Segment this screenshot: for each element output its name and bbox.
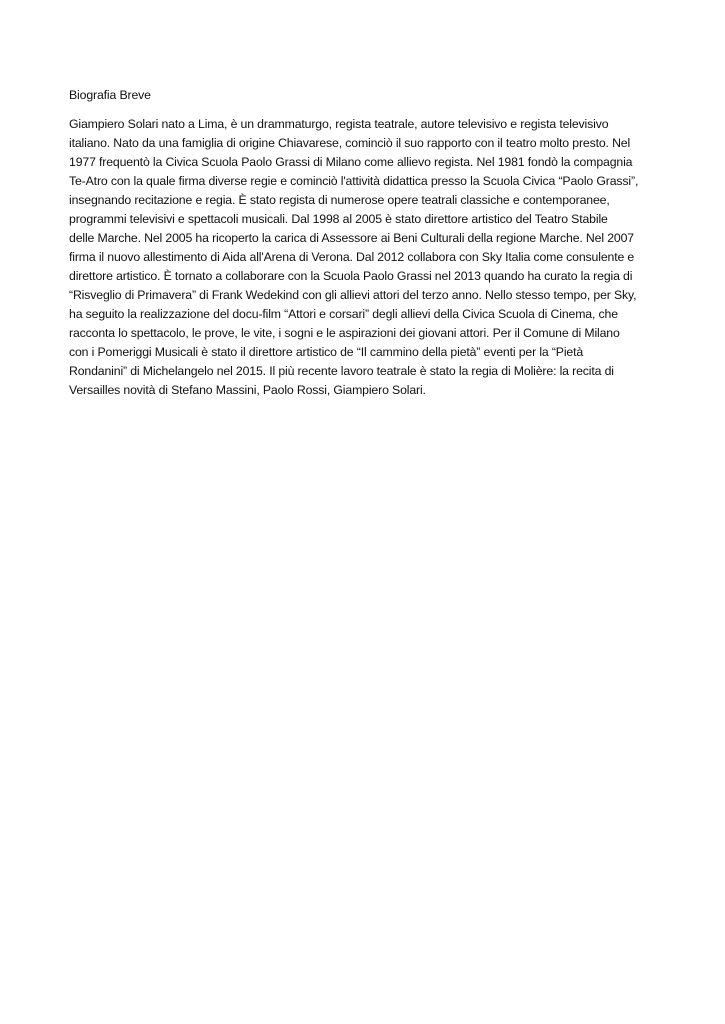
paragraph-line: Te-Atro con la quale firma diverse regie e cominciò l'attività didattica presso la Scuola Civica “Paolo Grassi”, xyxy=(69,174,639,188)
paragraph-line: italiano. Nato da una famiglia di origine Chiavarese, cominciò il suo rapporto con il teatro molto presto. Nel xyxy=(69,136,631,150)
paragraph-line: direttore artistico. È tornato a collaborare con la Scuola Paolo Grassi nel 2013 quando ha curato la regia di xyxy=(69,269,633,283)
document-title: Biografia Breve xyxy=(69,88,151,102)
paragraph-line: delle Marche. Nel 2005 ha ricoperto la carica di Assessore ai Beni Culturali della regione Marche. Nel 2007 xyxy=(69,231,634,245)
paragraph-line: programmi televisivi e spettacoli musicali. Dal 1998 al 2005 è stato direttore artistico del Teatro Stabile xyxy=(69,212,608,226)
paragraph-line: Versailles novità di Stefano Massini, Paolo Rossi, Giampiero Solari. xyxy=(69,383,426,397)
paragraph-line: ha seguito la realizzazione del docu-film “Attori e corsari” degli allievi della Civica Scuola di Cinema, che xyxy=(69,307,618,321)
paragraph-line: con i Pomeriggi Musicali è stato il direttore artistico de “Il cammino della pietà” eventi per la “Pietà xyxy=(69,345,584,359)
document-content xyxy=(69,86,669,400)
paragraph-line: “Risveglio di Primavera” di Frank Wedekind con gli allievi attori del terzo anno. Nello stesso tempo, per Sky, xyxy=(69,288,637,302)
paragraph-line: 1977 frequentò la Civica Scuola Paolo Grassi di Milano come allievo regista. Nel 1981 fondò la compagnia xyxy=(69,155,633,169)
paragraph-line: firma il nuovo allestimento di Aida all'Arena di Verona. Dal 2012 collabora con Sky Italia come consulente e xyxy=(69,250,635,264)
paragraph-line: insegnando recitazione e regia. È stato regista di numerose opere teatrali classiche e contemporanee, xyxy=(69,193,610,207)
paragraph-line: racconta lo spettacolo, le prove, le vite, i sogni e le aspirazioni dei giovani attori. Per il Comune di Milano xyxy=(69,326,620,340)
paragraph-line: Rondanini” di Michelangelo nel 2015. Il più recente lavoro teatrale è stato la regia di Molière: la recita di xyxy=(69,364,614,378)
biography-paragraph xyxy=(69,115,669,400)
paragraph-line: Giampiero Solari nato a Lima, è un drammaturgo, regista teatrale, autore televisivo e regista televisivo xyxy=(69,117,609,131)
